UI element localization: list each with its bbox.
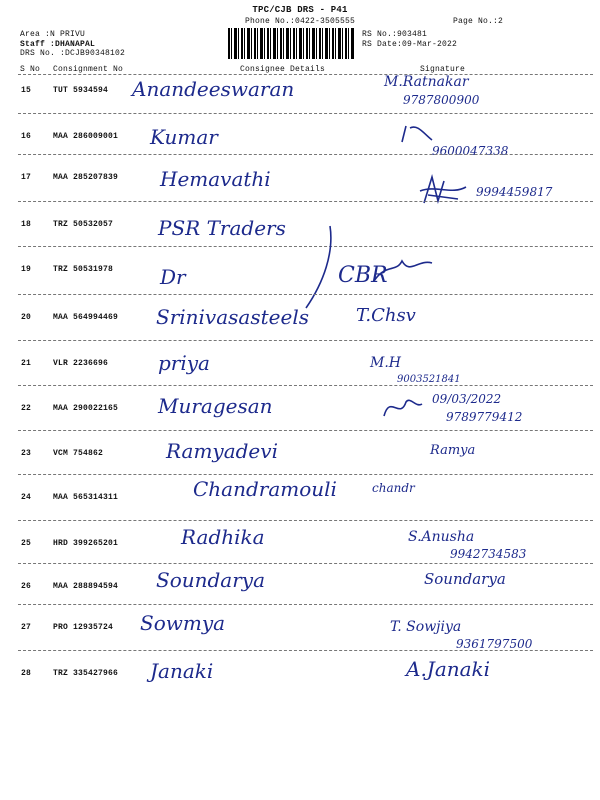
serial-number: 27 [21, 623, 32, 632]
phone-note: 9003521841 [397, 374, 461, 385]
serial-number: 15 [21, 86, 32, 95]
consignment-number: HRD 399265201 [53, 539, 119, 548]
area-label: Area :N PRIVU [20, 30, 86, 39]
page-number: Page No.:2 [453, 17, 504, 26]
table-row [0, 605, 600, 651]
signature: A.Janaki [406, 657, 491, 681]
consignment-number: VCM 754862 [53, 449, 104, 458]
consignee-name: Chandramouli [193, 477, 337, 501]
table-row [0, 386, 600, 426]
table-row [0, 475, 600, 515]
table-row [0, 114, 600, 158]
consignment-number: MAA 285207839 [53, 173, 119, 182]
consignee-name: PSR Traders [158, 216, 286, 240]
serial-number: 19 [21, 265, 32, 274]
serial-number: 22 [21, 404, 32, 413]
consignment-number: TRZ 50531978 [53, 265, 114, 274]
phone-note: 9787800900 [403, 93, 480, 107]
consignee-name: Muragesan [158, 394, 273, 418]
phone-note: 9600047338 [432, 144, 509, 158]
serial-number: 18 [21, 220, 32, 229]
signature: Soundarya [424, 570, 506, 588]
serial-number: 16 [21, 132, 32, 141]
consignee-name: Janaki [150, 659, 214, 683]
phone-note: 9942734583 [450, 547, 527, 561]
consignee-name: Kumar [150, 125, 218, 149]
serial-number: 26 [21, 582, 32, 591]
signature: Ramya [430, 443, 476, 458]
phone-note: 9361797500 [456, 637, 533, 651]
consignment-number: PRO 12935724 [53, 623, 114, 632]
col-consignee: Consignee Details [240, 65, 326, 74]
signature: T.Chsv [356, 305, 416, 326]
consignment-number: MAA 565314311 [53, 493, 119, 502]
serial-number: 17 [21, 173, 32, 182]
drs-number: DRS No. :DCJB90348102 [20, 49, 126, 58]
consignee-name: Anandeeswaran [132, 77, 295, 101]
consignee-name: priya [158, 351, 210, 375]
table-row [0, 564, 600, 604]
signature-scribble [372, 253, 436, 285]
serial-number: 28 [21, 669, 32, 678]
col-signature: Signature [420, 65, 466, 74]
serial-number: 23 [21, 449, 32, 458]
signature: CBR [338, 263, 388, 288]
phone-note: 9994459817 [476, 185, 553, 199]
barcode [228, 28, 354, 59]
staff-label: Staff :DHANAPAL [20, 40, 96, 49]
rs-date: RS Date:09-Mar-2022 [362, 40, 458, 49]
consignee-name: Ramyadevi [166, 439, 278, 463]
consignment-number: VLR 2236696 [53, 359, 109, 368]
table-row [0, 341, 600, 385]
col-sno: S No [20, 65, 41, 74]
rs-number: RS No.:903481 [362, 30, 428, 39]
signature: M.Ratnakar [384, 74, 469, 90]
table-row [0, 431, 600, 471]
signature: M.H [370, 355, 401, 371]
table-row [0, 651, 600, 691]
sheet-title: TPC/CJB DRS - P41 [252, 5, 348, 15]
serial-number: 20 [21, 313, 32, 322]
consignment-number: TRZ 335427966 [53, 669, 119, 678]
consignment-number: TRZ 50532057 [53, 220, 114, 229]
table-row [0, 155, 600, 199]
signature: T. Sowjiya [390, 619, 462, 635]
signature: chandr [372, 481, 415, 495]
consignee-name: Soundarya [156, 568, 266, 592]
consignee-name: Dr [160, 265, 186, 289]
signature-scribble [380, 392, 424, 422]
serial-number: 21 [21, 359, 32, 368]
serial-number: 24 [21, 493, 32, 502]
phone-note: 9789779412 [446, 410, 523, 424]
consignment-number: MAA 288894594 [53, 582, 119, 591]
phone-number: Phone No.:0422-3505555 [244, 17, 356, 26]
table-row [0, 68, 600, 108]
consignment-number: MAA 290022165 [53, 404, 119, 413]
consignment-number: TUT 5934594 [53, 86, 109, 95]
consignment-number: MAA 564994469 [53, 313, 119, 322]
consignee-name: Radhika [181, 525, 265, 549]
consignee-name: Sowmya [140, 611, 226, 635]
signature: S.Anusha [408, 529, 475, 545]
table-row [0, 521, 600, 561]
consignment-number: MAA 286009001 [53, 132, 119, 141]
signature-date: 09/03/2022 [432, 392, 502, 406]
col-consignment: Consignment No [53, 65, 124, 74]
table-row [0, 247, 600, 287]
consignee-name: Srinivasasteels [156, 305, 309, 329]
serial-number: 25 [21, 539, 32, 548]
consignee-name: Hemavathi [160, 167, 271, 191]
table-row [0, 295, 600, 335]
